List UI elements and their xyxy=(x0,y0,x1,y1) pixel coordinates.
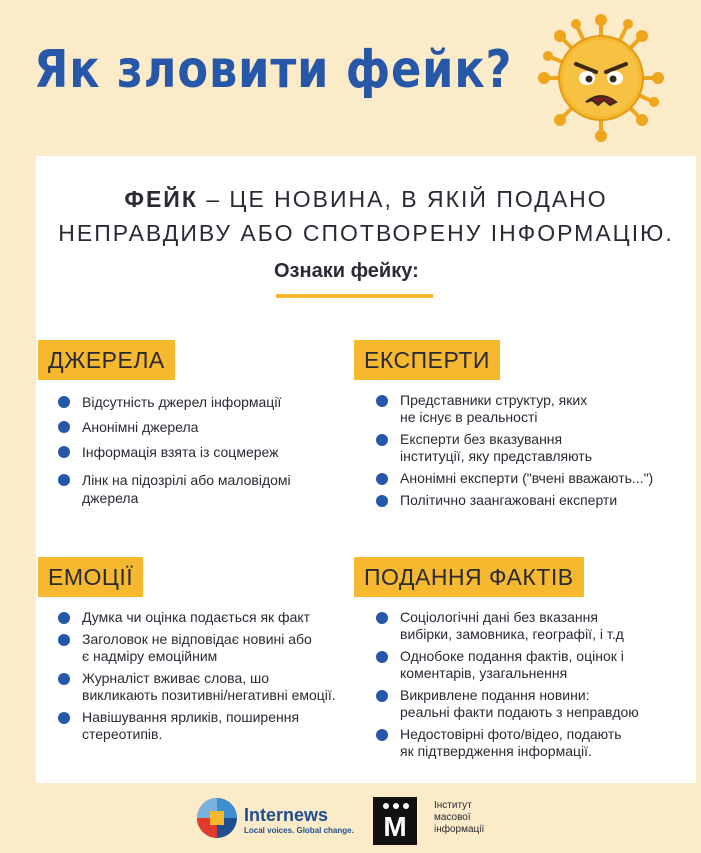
list-item: Відсутність джерел інформації xyxy=(58,393,348,411)
bullet-dot-icon xyxy=(376,651,388,663)
emotions-badge: ЕМОЦІЇ xyxy=(38,557,143,597)
sources-list xyxy=(58,393,348,514)
list-item: Недостовірні фото/відео, подають як підтвердження інформації. xyxy=(376,726,694,760)
bullet-dot-icon xyxy=(376,473,388,485)
definition-line1: – ЦЕ НОВИНА, В ЯКІЙ ПОДАНО xyxy=(197,186,608,212)
definition-keyword: ФЕЙК xyxy=(124,186,198,212)
bullet-dot-icon xyxy=(376,690,388,702)
list-item: Політично заангажовані експерти xyxy=(376,492,694,509)
page-title: Як зловити фейк? xyxy=(34,40,513,100)
experts-list xyxy=(376,392,694,516)
emotions-list xyxy=(58,609,358,750)
list-item: Соціологічні дані без вказання вибірки, замовника, географії, і т.д xyxy=(376,609,694,643)
list-item: Однобоке подання фактів, оцінок і коментарів, узагальнення xyxy=(376,648,694,682)
list-item: Думка чи оцінка подається як факт xyxy=(58,609,358,626)
bullet-dot-icon xyxy=(376,612,388,624)
list-item: Інформація взята із соцмереж xyxy=(58,443,348,461)
imi-dots xyxy=(383,803,409,811)
bullet-dot-icon xyxy=(58,712,70,724)
bullet-dot-icon xyxy=(58,612,70,624)
list-item: Представники структур, яких не існує в реальності xyxy=(376,392,694,426)
bullet-dot-icon xyxy=(58,673,70,685)
imi-logo xyxy=(373,797,417,845)
bullet-dot-icon xyxy=(376,729,388,741)
imi-name: Інститут масової інформації xyxy=(434,800,485,835)
facts-badge: ПОДАННЯ ФАКТІВ xyxy=(354,557,584,597)
bullet-dot-icon xyxy=(58,421,70,433)
bullet-dot-icon xyxy=(376,495,388,507)
facts-list xyxy=(376,609,694,767)
internews-logo-icon xyxy=(196,797,238,839)
list-item: Лінк на підозрілі або маловідомі джерела xyxy=(58,471,348,507)
bullet-dot-icon xyxy=(58,474,70,486)
list-item: Навішування ярликів, поширення стереотипів. xyxy=(58,709,358,743)
fake-definition xyxy=(36,182,696,250)
angry-virus-icon xyxy=(536,12,666,144)
bullet-dot-icon xyxy=(376,395,388,407)
signs-underline xyxy=(276,294,433,298)
content-panel xyxy=(36,156,696,783)
list-item: Анонімні експерти ("вчені вважають...") xyxy=(376,470,694,487)
internews-tagline: Local voices. Global change. xyxy=(244,826,354,835)
list-item: Журналіст вживає слова, шо викликають позитивні/негативні емоції. xyxy=(58,670,358,704)
list-item: Анонімні джерела xyxy=(58,418,348,436)
sources-badge: ДЖЕРЕЛА xyxy=(38,340,175,380)
experts-badge: ЕКСПЕРТИ xyxy=(354,340,500,380)
list-item: Експерти без вказування інституції, яку представляють xyxy=(376,431,694,465)
imi-letter: М xyxy=(383,811,407,842)
bullet-dot-icon xyxy=(58,446,70,458)
bullet-dot-icon xyxy=(58,396,70,408)
list-item: Заголовок не відповідає новині або є надміру емоційним xyxy=(58,631,358,665)
list-item: Викривлене подання новини: реальні факти подають з неправдою xyxy=(376,687,694,721)
bullet-dot-icon xyxy=(58,634,70,646)
bullet-dot-icon xyxy=(376,434,388,446)
internews-name: Internews xyxy=(244,805,329,825)
definition-line2: НЕПРАВДИВУ АБО СПОТВОРЕНУ ІНФОРМАЦІЮ. xyxy=(58,220,674,246)
signs-heading: Ознаки фейку: xyxy=(274,260,419,282)
